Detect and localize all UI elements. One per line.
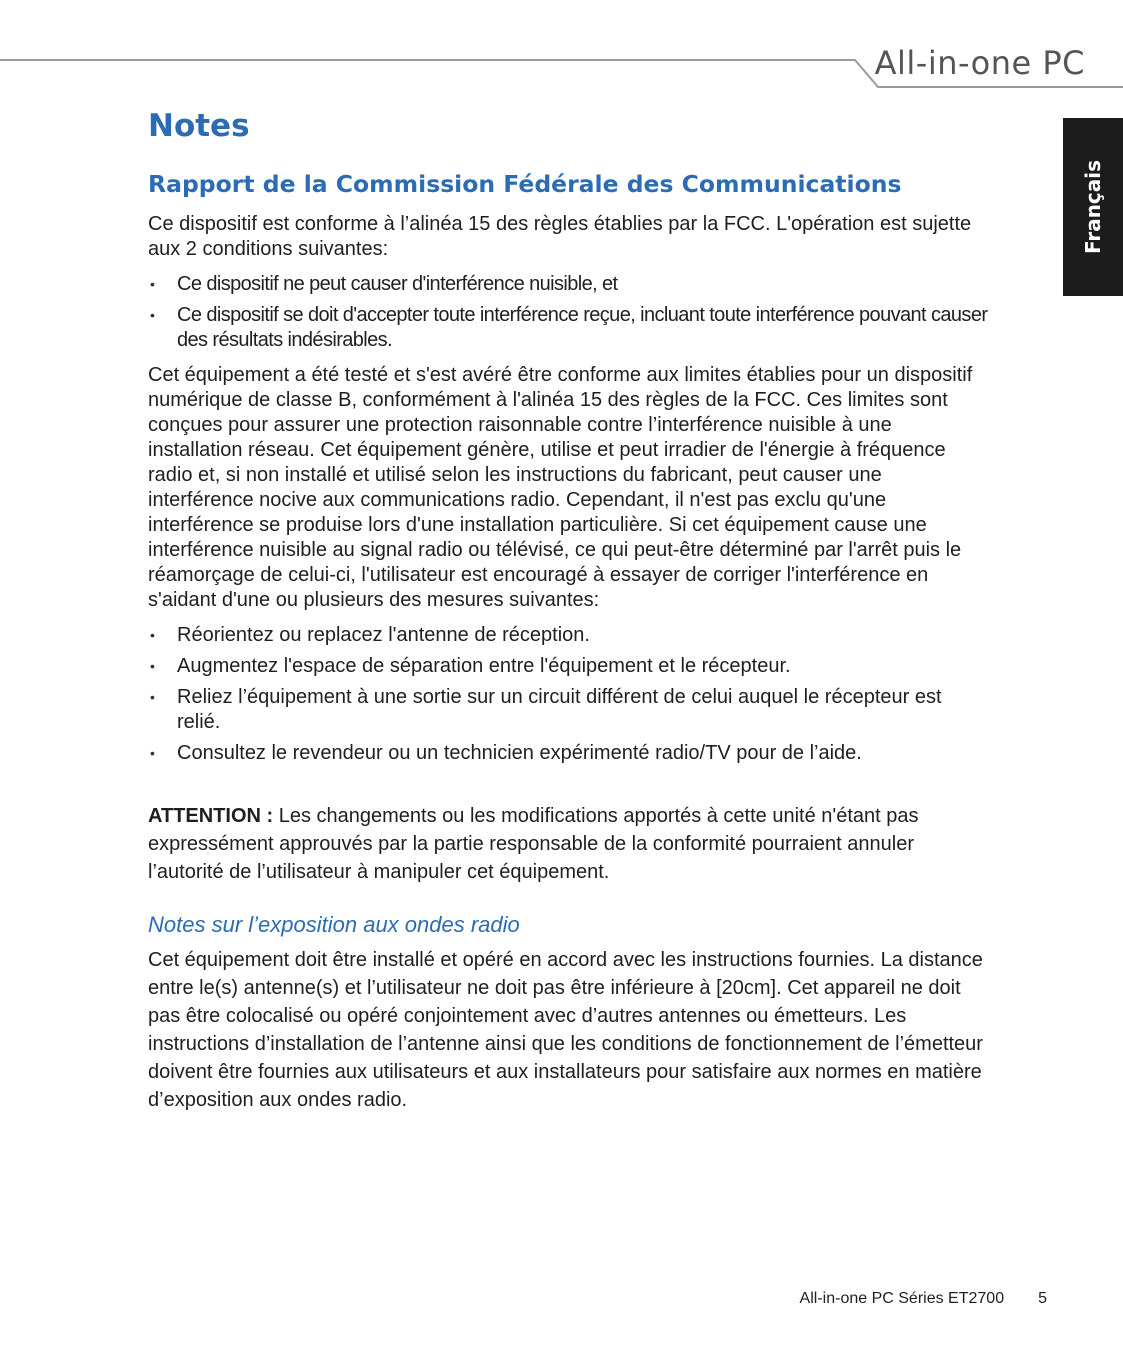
list-item: • Ce dispositif ne peut causer d'interférence nuisible, et	[148, 272, 988, 297]
page-footer	[800, 1290, 1047, 1308]
section-title-fcc: Rapport de la Commission Fédérale des Communications	[148, 170, 902, 198]
attention-text: Les changements ou les modifications apportés à cette unité n'étant pas expressément approuvés par la partie responsable de la conformité pourraient annuler l’autorité de l’utilisateur à manipuler cet équipement.	[148, 805, 919, 883]
fcc-intro: Ce dispositif est conforme à l’alinéa 15 des règles établies par la FCC. L'opération est sujette aux 2 conditions suivantes:	[148, 213, 972, 260]
list-item: • Reliez l’équipement à une sortie sur un circuit différent de celui auquel le récepteur est relié.	[148, 685, 988, 735]
attention-label: ATTENTION :	[148, 805, 274, 827]
fcc-body: Cet équipement a été testé et s'est avéré être conforme aux limites établies pour un dispositif numérique de classe B, conformément à l'alinéa 15 des règles de la FCC. Ces limites sont conçues pour assurer une protection raisonnable contre l’interférence nuisible à une installation réseau. Cet équipement génère, utilise et peut irradier de l'énergie à fréquence radio et, si non installé et utilisé selon les instructions du fabricant, peut causer une interférence nocive aux communications radio. Cependant, il n'est pas exclu qu'une interférence se produise lors d'une installation particulière. Si cet équipement cause une interférence nuisible au signal radio ou télévisé, ce qui peut-être déterminé par l'arrêt puis le réamorçage de celui-ci, l'utilisateur est encouragé à essayer de corriger l'interférence en s'aidant d'une ou plusieurs des mesures suivantes:	[148, 364, 973, 611]
main-content	[148, 108, 988, 1114]
fcc-conditions-list	[148, 272, 988, 353]
radio-exposure-body: Cet équipement doit être installé et opéré en accord avec les instructions fournies. La distance entre le(s) antenne(s) et l’utilisateur ne doit pas être inférieure à [20cm]. Cet appareil ne doit pas être colocalisé ou opéré conjointement avec d’autres antennes ou émetteurs. Les instructions d’installation de l’antenne ainsi que les conditions de fonctionnement de l’émetteur doivent être fournies aux utilisateurs et aux installateurs pour satisfaire aux normes en matière d’exposition aux ondes radio.	[148, 949, 983, 1111]
page-number: 5	[1038, 1290, 1047, 1307]
list-item: • Réorientez ou replacez l'antenne de réception.	[148, 623, 988, 648]
language-tab	[1063, 118, 1123, 296]
section-title-radio: Notes sur l’exposition aux ondes radio	[148, 912, 520, 937]
list-item: • Augmentez l'espace de séparation entre l'équipement et le récepteur.	[148, 654, 988, 679]
page-title: Notes	[148, 108, 250, 144]
language-tab-label: Français	[1081, 159, 1105, 255]
list-item: • Consultez le revendeur ou un technicien expérimenté radio/TV pour de l’aide.	[148, 741, 988, 766]
footer-product: All-in-one PC Séries ET2700	[799, 1290, 1005, 1307]
brand-logo: All-in-one PC	[874, 44, 1085, 82]
attention-notice	[148, 802, 988, 886]
list-item: • Ce dispositif se doit d'accepter toute interférence reçue, incluant toute interférence pouvant causer des résultats indésirables.	[148, 303, 988, 353]
fcc-measures-list	[148, 623, 988, 766]
